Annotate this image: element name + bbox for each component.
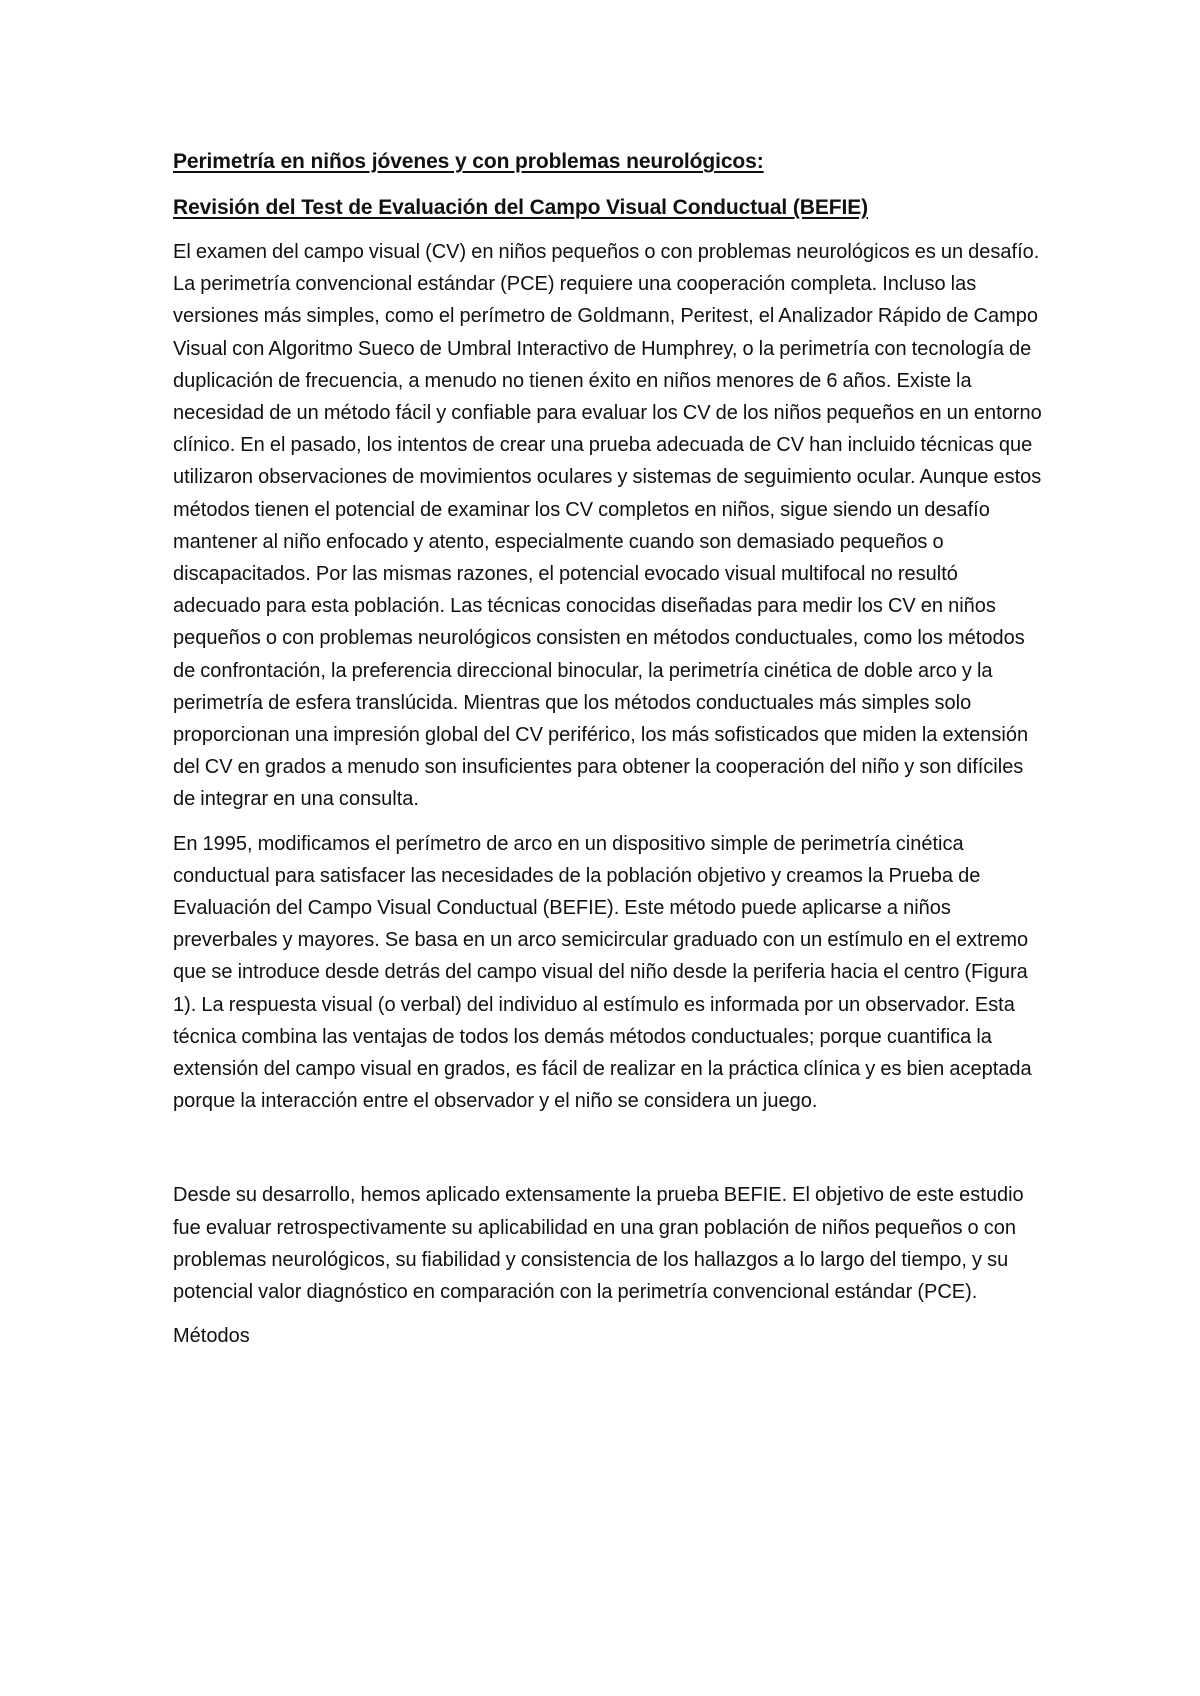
section-heading-methods: Métodos bbox=[173, 1325, 250, 1348]
document-subtitle: Revisión del Test de Evaluación del Campo Visual Conductual (BEFIE) bbox=[173, 196, 868, 219]
paragraph-study-objective: Desde su desarrollo, hemos aplicado extensamente la prueba BEFIE. El objetivo de este estudio fue evaluar retrospectivamente su aplicabilidad en una gran población de niños pequeños o con problemas neurológicos, su fiabilidad y consistencia de los hallazgos a lo largo del tiempo, y su potencial valor diagnóstico en comparación con la perimetría convencional estándar (PCE). bbox=[173, 1184, 1024, 1304]
document-title: Perimetría en niños jóvenes y con problemas neurológicos: bbox=[173, 150, 764, 173]
document-page bbox=[173, 146, 1043, 1353]
paragraph-befie-description: En 1995, modificamos el perímetro de arco en un dispositivo simple de perimetría cinética conductual para satisfacer las necesidades de la población objetivo y creamos la Prueba de Evaluación del Campo Visual Conductual (BEFIE). Este método puede aplicarse a niños preverbales y mayores. Se basa en un arco semicircular graduado con un estímulo en el extremo que se introduce desde detrás del campo visual del niño desde la periferia hacia el centro (Figura 1). La respuesta visual (o verbal) del individuo al estímulo es informada por un observador. Esta técnica combina las ventajas de todos los demás métodos conductuales; porque cuantifica la extensión del campo visual en grados, es fácil de realizar en la práctica clínica y es bien aceptada porque la interacción entre el observador y el niño se considera un juego. bbox=[173, 832, 1032, 1113]
paragraph-introduction: El examen del campo visual (CV) en niños pequeños o con problemas neurológicos es un desafío. La perimetría convencional estándar (PCE) requiere una cooperación completa. Incluso las versiones más simples, como el perímetro de Goldmann, Peritest, el Analizador Rápido de Campo Visual con Algoritmo Sueco de Umbral Interactivo de Humphrey, o la perimetría con tecnología de duplicación de frecuencia, a menudo no tienen éxito en niños menores de 6 años. Existe la necesidad de un método fácil y confiable para evaluar los CV de los niños pequeños en un entorno clínico. En el pasado, los intentos de crear una prueba adecuada de CV han incluido técnicas que utilizaron observaciones de movimientos oculares y sistemas de seguimiento ocular. Aunque estos métodos tienen el potencial de examinar los CV completos en niños, sigue siendo un desafío mantener al niño enfocado y atento, especialmente cuando son demasiado pequeños o discapacitados. Por las mismas razones, el potencial evocado visual multifocal no resultó adecuado para esta población. Las técnicas conocidas diseñadas para medir los CV en niños pequeños o con problemas neurológicos consisten en métodos conductuales, como los métodos de confrontación, la preferencia direccional binocular, la perimetría cinética de doble arco y la perimetría de esfera translúcida. Mientras que los métodos conductuales más simples solo proporcionan una impresión global del CV periférico, los más sofisticados que miden la extensión del CV en grados a menudo son insuficientes para obtener la cooperación del niño y son difíciles de integrar en una consulta. bbox=[173, 241, 1042, 811]
